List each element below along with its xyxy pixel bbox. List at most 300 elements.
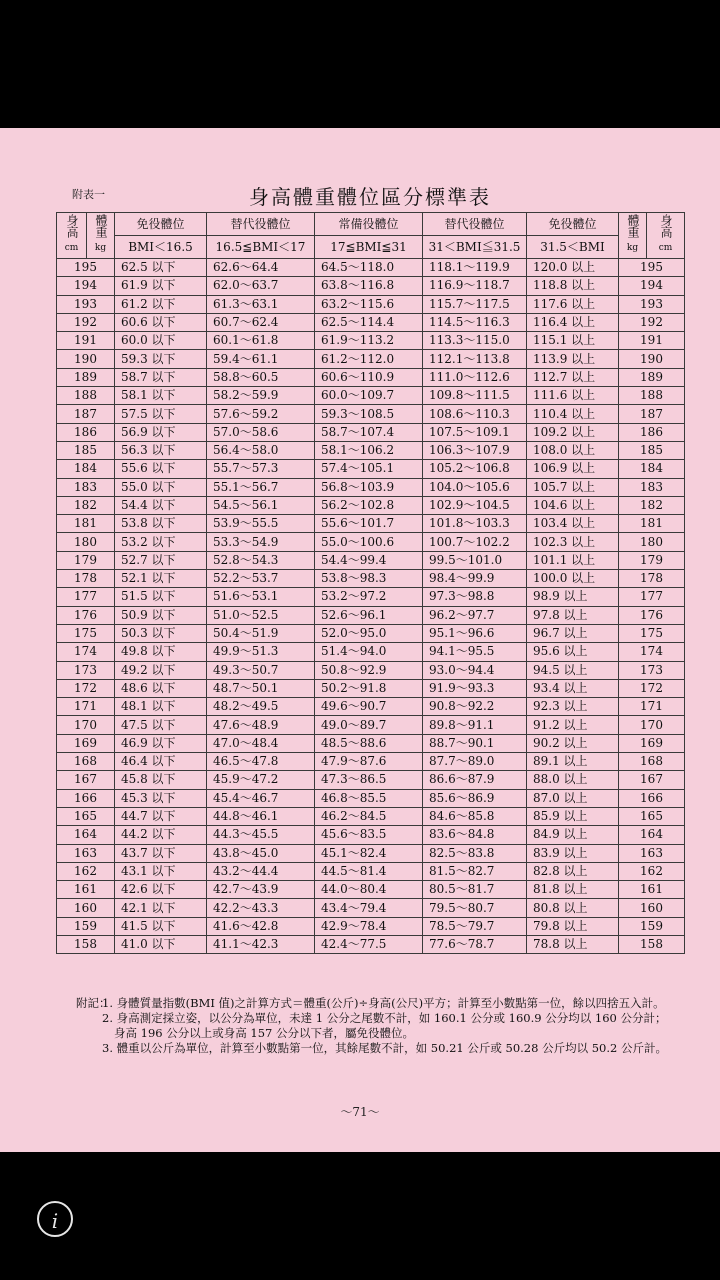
regular-cell: 61.2～112.0 bbox=[315, 350, 423, 368]
table-row bbox=[57, 881, 685, 899]
document-page bbox=[0, 128, 720, 1152]
height-cell-right: 183 bbox=[619, 478, 685, 496]
exempt-low-cell: 49.2 以下 bbox=[115, 661, 207, 679]
table-row bbox=[57, 698, 685, 716]
height-cell-right: 174 bbox=[619, 643, 685, 661]
table-row bbox=[57, 295, 685, 313]
height-cell-right: 179 bbox=[619, 551, 685, 569]
alternative-high-cell: 94.1～95.5 bbox=[423, 643, 527, 661]
alternative-low-cell: 50.4～51.9 bbox=[207, 624, 315, 642]
regular-cell: 63.8～116.8 bbox=[315, 277, 423, 295]
height-cell-right: 188 bbox=[619, 387, 685, 405]
height-cell: 182 bbox=[57, 496, 115, 514]
exempt-high-cell: 88.0 以上 bbox=[527, 771, 619, 789]
regular-cell: 44.5～81.4 bbox=[315, 862, 423, 880]
range-exempt-low: BMI＜16.5 bbox=[115, 236, 207, 259]
range-regular: 17≦BMI≦31 bbox=[315, 236, 423, 259]
exempt-high-cell: 101.1 以上 bbox=[527, 551, 619, 569]
height-cell: 195 bbox=[57, 259, 115, 277]
regular-cell: 58.7～107.4 bbox=[315, 423, 423, 441]
alternative-high-cell: 88.7～90.1 bbox=[423, 734, 527, 752]
col-exempt-high: 免役體位 bbox=[527, 213, 619, 236]
height-cell: 193 bbox=[57, 295, 115, 313]
regular-cell: 48.5～88.6 bbox=[315, 734, 423, 752]
annex-label: 附表一 bbox=[72, 188, 105, 201]
exempt-low-cell: 50.9 以下 bbox=[115, 606, 207, 624]
table-row bbox=[57, 350, 685, 368]
alternative-low-cell: 48.7～50.1 bbox=[207, 679, 315, 697]
height-cell: 192 bbox=[57, 313, 115, 331]
alternative-high-cell: 111.0～112.6 bbox=[423, 368, 527, 386]
alternative-high-cell: 83.6～84.8 bbox=[423, 826, 527, 844]
alternative-high-cell: 116.9～118.7 bbox=[423, 277, 527, 295]
regular-cell: 43.4～79.4 bbox=[315, 899, 423, 917]
exempt-low-cell: 59.3 以下 bbox=[115, 350, 207, 368]
height-cell-right: 194 bbox=[619, 277, 685, 295]
regular-cell: 58.1～106.2 bbox=[315, 441, 423, 459]
exempt-high-cell: 93.4 以上 bbox=[527, 679, 619, 697]
height-cell: 168 bbox=[57, 753, 115, 771]
height-cell: 189 bbox=[57, 368, 115, 386]
alternative-low-cell: 58.2～59.9 bbox=[207, 387, 315, 405]
regular-cell: 63.2～115.6 bbox=[315, 295, 423, 313]
alternative-low-cell: 51.6～53.1 bbox=[207, 588, 315, 606]
height-cell: 194 bbox=[57, 277, 115, 295]
exempt-low-cell: 58.7 以下 bbox=[115, 368, 207, 386]
height-cell: 158 bbox=[57, 935, 115, 953]
exempt-low-cell: 51.5 以下 bbox=[115, 588, 207, 606]
exempt-low-cell: 46.4 以下 bbox=[115, 753, 207, 771]
height-cell: 159 bbox=[57, 917, 115, 935]
exempt-low-cell: 45.8 以下 bbox=[115, 771, 207, 789]
exempt-high-cell: 113.9 以上 bbox=[527, 350, 619, 368]
range-alternative-high: 31＜BMI≦31.5 bbox=[423, 236, 527, 259]
alternative-low-cell: 55.1～56.7 bbox=[207, 478, 315, 496]
alternative-high-cell: 97.3～98.8 bbox=[423, 588, 527, 606]
page-number: ～71～ bbox=[340, 1105, 380, 1119]
alternative-low-cell: 56.4～58.0 bbox=[207, 441, 315, 459]
height-cell-right: 190 bbox=[619, 350, 685, 368]
alternative-high-cell: 98.4～99.9 bbox=[423, 570, 527, 588]
table-row bbox=[57, 332, 685, 350]
height-cell-right: 168 bbox=[619, 753, 685, 771]
table-row bbox=[57, 551, 685, 569]
alternative-low-cell: 46.5～47.8 bbox=[207, 753, 315, 771]
alternative-high-cell: 112.1～113.8 bbox=[423, 350, 527, 368]
alternative-high-cell: 78.5～79.7 bbox=[423, 917, 527, 935]
alternative-low-cell: 53.3～54.9 bbox=[207, 533, 315, 551]
exempt-high-cell: 78.8 以上 bbox=[527, 935, 619, 953]
exempt-low-cell: 52.1 以下 bbox=[115, 570, 207, 588]
regular-cell: 55.6～101.7 bbox=[315, 515, 423, 533]
height-unit: cm bbox=[64, 243, 79, 253]
exempt-high-cell: 91.2 以上 bbox=[527, 716, 619, 734]
height-cell: 174 bbox=[57, 643, 115, 661]
height-cell-right: 191 bbox=[619, 332, 685, 350]
exempt-low-cell: 43.1 以下 bbox=[115, 862, 207, 880]
height-cell-right: 195 bbox=[619, 259, 685, 277]
bmi-standard-table bbox=[56, 212, 685, 954]
weight-header-right bbox=[619, 213, 647, 259]
alternative-high-cell: 90.8～92.2 bbox=[423, 698, 527, 716]
exempt-low-cell: 61.9 以下 bbox=[115, 277, 207, 295]
exempt-low-cell: 48.1 以下 bbox=[115, 698, 207, 716]
table-body bbox=[57, 259, 685, 954]
alternative-high-cell: 109.8～111.5 bbox=[423, 387, 527, 405]
table-row bbox=[57, 899, 685, 917]
col-exempt-low: 免役體位 bbox=[115, 213, 207, 236]
exempt-high-cell: 85.9 以上 bbox=[527, 807, 619, 825]
exempt-high-cell: 90.2 以上 bbox=[527, 734, 619, 752]
height-cell-right: 164 bbox=[619, 826, 685, 844]
height-cell-right: 169 bbox=[619, 734, 685, 752]
height-cell: 183 bbox=[57, 478, 115, 496]
regular-cell: 55.0～100.6 bbox=[315, 533, 423, 551]
alternative-low-cell: 59.4～61.1 bbox=[207, 350, 315, 368]
footnotes-lead: 附記： bbox=[76, 996, 111, 1010]
footnote-3: 3. 體重以公斤為單位，計算至小數點第一位，其餘尾數不計，如 50.21 公斤或 50.28 公斤均以 50.2 公斤計。 bbox=[102, 1041, 668, 1055]
height-cell: 187 bbox=[57, 405, 115, 423]
exempt-high-cell: 80.8 以上 bbox=[527, 899, 619, 917]
height-cell: 185 bbox=[57, 441, 115, 459]
height-cell: 162 bbox=[57, 862, 115, 880]
alternative-high-cell: 115.7～117.5 bbox=[423, 295, 527, 313]
table-row bbox=[57, 478, 685, 496]
exempt-low-cell: 45.3 以下 bbox=[115, 789, 207, 807]
exempt-low-cell: 48.6 以下 bbox=[115, 679, 207, 697]
height-header bbox=[57, 213, 87, 259]
alternative-low-cell: 53.9～55.5 bbox=[207, 515, 315, 533]
weight-unit: kg bbox=[94, 243, 107, 253]
alternative-low-cell: 58.8～60.5 bbox=[207, 368, 315, 386]
alternative-high-cell: 105.2～106.8 bbox=[423, 460, 527, 478]
regular-cell: 64.5～118.0 bbox=[315, 259, 423, 277]
alternative-high-cell: 93.0～94.4 bbox=[423, 661, 527, 679]
exempt-high-cell: 104.6 以上 bbox=[527, 496, 619, 514]
alternative-low-cell: 51.0～52.5 bbox=[207, 606, 315, 624]
alternative-low-cell: 44.3～45.5 bbox=[207, 826, 315, 844]
col-regular: 常備役體位 bbox=[315, 213, 423, 236]
height-cell-right: 178 bbox=[619, 570, 685, 588]
page-title: 身高體重體位區分標準表 bbox=[249, 185, 491, 209]
alternative-low-cell: 47.6～48.9 bbox=[207, 716, 315, 734]
exempt-low-cell: 53.8 以下 bbox=[115, 515, 207, 533]
height-cell-right: 193 bbox=[619, 295, 685, 313]
table-row bbox=[57, 387, 685, 405]
alternative-high-cell: 82.5～83.8 bbox=[423, 844, 527, 862]
alternative-high-cell: 85.6～86.9 bbox=[423, 789, 527, 807]
height-cell-right: 184 bbox=[619, 460, 685, 478]
alternative-low-cell: 54.5～56.1 bbox=[207, 496, 315, 514]
exempt-high-cell: 81.8 以上 bbox=[527, 881, 619, 899]
height-cell: 188 bbox=[57, 387, 115, 405]
table-row bbox=[57, 496, 685, 514]
exempt-high-cell: 100.0 以上 bbox=[527, 570, 619, 588]
exempt-low-cell: 41.5 以下 bbox=[115, 917, 207, 935]
exempt-high-cell: 84.9 以上 bbox=[527, 826, 619, 844]
height-cell: 166 bbox=[57, 789, 115, 807]
alternative-low-cell: 60.7～62.4 bbox=[207, 313, 315, 331]
exempt-low-cell: 54.4 以下 bbox=[115, 496, 207, 514]
alternative-low-cell: 42.7～43.9 bbox=[207, 881, 315, 899]
height-cell: 164 bbox=[57, 826, 115, 844]
regular-cell: 62.5～114.4 bbox=[315, 313, 423, 331]
height-unit-right: cm bbox=[658, 243, 673, 253]
table-row bbox=[57, 515, 685, 533]
table-row bbox=[57, 533, 685, 551]
table-row bbox=[57, 771, 685, 789]
regular-cell: 60.0～109.7 bbox=[315, 387, 423, 405]
exempt-high-cell: 79.8 以上 bbox=[527, 917, 619, 935]
alternative-low-cell: 57.0～58.6 bbox=[207, 423, 315, 441]
table-row bbox=[57, 588, 685, 606]
regular-cell: 47.9～87.6 bbox=[315, 753, 423, 771]
exempt-low-cell: 53.2 以下 bbox=[115, 533, 207, 551]
alternative-low-cell: 52.2～53.7 bbox=[207, 570, 315, 588]
exempt-low-cell: 55.6 以下 bbox=[115, 460, 207, 478]
regular-cell: 42.9～78.4 bbox=[315, 917, 423, 935]
regular-cell: 57.4～105.1 bbox=[315, 460, 423, 478]
alternative-low-cell: 41.6～42.8 bbox=[207, 917, 315, 935]
regular-cell: 50.8～92.9 bbox=[315, 661, 423, 679]
exempt-low-cell: 56.3 以下 bbox=[115, 441, 207, 459]
table-row bbox=[57, 789, 685, 807]
alternative-high-cell: 113.3～115.0 bbox=[423, 332, 527, 350]
table-row bbox=[57, 624, 685, 642]
exempt-high-cell: 112.7 以上 bbox=[527, 368, 619, 386]
col-alternative-low: 替代役體位 bbox=[207, 213, 315, 236]
height-cell: 169 bbox=[57, 734, 115, 752]
height-cell: 179 bbox=[57, 551, 115, 569]
height-cell-right: 189 bbox=[619, 368, 685, 386]
table-row bbox=[57, 716, 685, 734]
exempt-low-cell: 62.5 以下 bbox=[115, 259, 207, 277]
alternative-high-cell: 77.6～78.7 bbox=[423, 935, 527, 953]
exempt-low-cell: 57.5 以下 bbox=[115, 405, 207, 423]
height-cell-right: 159 bbox=[619, 917, 685, 935]
alternative-low-cell: 48.2～49.5 bbox=[207, 698, 315, 716]
alternative-low-cell: 45.9～47.2 bbox=[207, 771, 315, 789]
footnote-1: 1. 身體質量指數(BMI 值)之計算方式＝體重(公斤)÷身高(公尺)平方；計算至小數點第一位，餘以四捨五入計。 bbox=[102, 996, 665, 1010]
exempt-high-cell: 87.0 以上 bbox=[527, 789, 619, 807]
exempt-high-cell: 109.2 以上 bbox=[527, 423, 619, 441]
exempt-low-cell: 42.1 以下 bbox=[115, 899, 207, 917]
height-cell: 165 bbox=[57, 807, 115, 825]
height-cell: 160 bbox=[57, 899, 115, 917]
exempt-high-cell: 83.9 以上 bbox=[527, 844, 619, 862]
height-cell-right: 173 bbox=[619, 661, 685, 679]
alternative-low-cell: 55.7～57.3 bbox=[207, 460, 315, 478]
height-cell: 172 bbox=[57, 679, 115, 697]
height-label-right: 身高 bbox=[659, 214, 673, 238]
regular-cell: 45.1～82.4 bbox=[315, 844, 423, 862]
height-cell: 180 bbox=[57, 533, 115, 551]
alternative-high-cell: 89.8～91.1 bbox=[423, 716, 527, 734]
height-cell: 190 bbox=[57, 350, 115, 368]
height-cell-right: 158 bbox=[619, 935, 685, 953]
alternative-high-cell: 101.8～103.3 bbox=[423, 515, 527, 533]
alternative-low-cell: 41.1～42.3 bbox=[207, 935, 315, 953]
exempt-high-cell: 111.6 以上 bbox=[527, 387, 619, 405]
header-row-categories bbox=[57, 213, 685, 236]
alternative-high-cell: 84.6～85.8 bbox=[423, 807, 527, 825]
exempt-high-cell: 120.0 以上 bbox=[527, 259, 619, 277]
table-row bbox=[57, 606, 685, 624]
alternative-high-cell: 114.5～116.3 bbox=[423, 313, 527, 331]
exempt-high-cell: 98.9 以上 bbox=[527, 588, 619, 606]
table-row bbox=[57, 917, 685, 935]
height-cell: 170 bbox=[57, 716, 115, 734]
footnote-2: 2. 身高測定採立姿，以公分為單位，未達 1 公分之尾數不計，如 160.1 公分或 160.9 公分均以 160 公分計；身高 196 公分以上或身高 157 公分以下者，屬免役體位。 bbox=[102, 1011, 667, 1040]
height-cell: 161 bbox=[57, 881, 115, 899]
exempt-high-cell: 82.8 以上 bbox=[527, 862, 619, 880]
height-cell: 176 bbox=[57, 606, 115, 624]
alternative-low-cell: 57.6～59.2 bbox=[207, 405, 315, 423]
height-cell: 181 bbox=[57, 515, 115, 533]
exempt-high-cell: 106.9 以上 bbox=[527, 460, 619, 478]
exempt-low-cell: 42.6 以下 bbox=[115, 881, 207, 899]
height-cell-right: 186 bbox=[619, 423, 685, 441]
exempt-high-cell: 118.8 以上 bbox=[527, 277, 619, 295]
height-cell-right: 165 bbox=[619, 807, 685, 825]
alternative-high-cell: 95.1～96.6 bbox=[423, 624, 527, 642]
alternative-high-cell: 81.5～82.7 bbox=[423, 862, 527, 880]
height-cell-right: 192 bbox=[619, 313, 685, 331]
regular-cell: 52.0～95.0 bbox=[315, 624, 423, 642]
table-row bbox=[57, 862, 685, 880]
height-cell: 178 bbox=[57, 570, 115, 588]
height-cell-right: 172 bbox=[619, 679, 685, 697]
regular-cell: 52.6～96.1 bbox=[315, 606, 423, 624]
alternative-low-cell: 42.2～43.3 bbox=[207, 899, 315, 917]
info-icon[interactable]: i bbox=[37, 1201, 73, 1237]
table-row bbox=[57, 405, 685, 423]
alternative-high-cell: 107.5～109.1 bbox=[423, 423, 527, 441]
height-cell-right: 175 bbox=[619, 624, 685, 642]
alternative-low-cell: 62.6～64.4 bbox=[207, 259, 315, 277]
alternative-low-cell: 44.8～46.1 bbox=[207, 807, 315, 825]
exempt-low-cell: 46.9 以下 bbox=[115, 734, 207, 752]
height-cell-right: 181 bbox=[619, 515, 685, 533]
exempt-low-cell: 50.3 以下 bbox=[115, 624, 207, 642]
table-row bbox=[57, 570, 685, 588]
alternative-low-cell: 45.4～46.7 bbox=[207, 789, 315, 807]
range-alternative-low: 16.5≦BMI＜17 bbox=[207, 236, 315, 259]
exempt-low-cell: 41.0 以下 bbox=[115, 935, 207, 953]
height-cell: 171 bbox=[57, 698, 115, 716]
alternative-high-cell: 106.3～107.9 bbox=[423, 441, 527, 459]
height-label: 身高 bbox=[65, 214, 79, 238]
height-cell-right: 170 bbox=[619, 716, 685, 734]
table-row bbox=[57, 423, 685, 441]
alternative-high-cell: 102.9～104.5 bbox=[423, 496, 527, 514]
exempt-low-cell: 44.7 以下 bbox=[115, 807, 207, 825]
exempt-low-cell: 49.8 以下 bbox=[115, 643, 207, 661]
alternative-high-cell: 96.2～97.7 bbox=[423, 606, 527, 624]
alternative-high-cell: 108.6～110.3 bbox=[423, 405, 527, 423]
height-cell-right: 167 bbox=[619, 771, 685, 789]
regular-cell: 51.4～94.0 bbox=[315, 643, 423, 661]
table-row bbox=[57, 679, 685, 697]
regular-cell: 59.3～108.5 bbox=[315, 405, 423, 423]
exempt-high-cell: 94.5 以上 bbox=[527, 661, 619, 679]
regular-cell: 49.0～89.7 bbox=[315, 716, 423, 734]
alternative-low-cell: 49.9～51.3 bbox=[207, 643, 315, 661]
height-cell: 163 bbox=[57, 844, 115, 862]
table-row bbox=[57, 313, 685, 331]
regular-cell: 46.2～84.5 bbox=[315, 807, 423, 825]
exempt-high-cell: 102.3 以上 bbox=[527, 533, 619, 551]
height-cell: 167 bbox=[57, 771, 115, 789]
exempt-low-cell: 47.5 以下 bbox=[115, 716, 207, 734]
height-cell-right: 161 bbox=[619, 881, 685, 899]
range-exempt-high: 31.5＜BMI bbox=[527, 236, 619, 259]
alternative-high-cell: 80.5～81.7 bbox=[423, 881, 527, 899]
regular-cell: 44.0～80.4 bbox=[315, 881, 423, 899]
height-cell: 184 bbox=[57, 460, 115, 478]
height-cell: 175 bbox=[57, 624, 115, 642]
regular-cell: 49.6～90.7 bbox=[315, 698, 423, 716]
height-cell: 177 bbox=[57, 588, 115, 606]
height-cell-right: 163 bbox=[619, 844, 685, 862]
alternative-high-cell: 79.5～80.7 bbox=[423, 899, 527, 917]
regular-cell: 45.6～83.5 bbox=[315, 826, 423, 844]
height-cell-right: 176 bbox=[619, 606, 685, 624]
height-cell: 186 bbox=[57, 423, 115, 441]
alternative-high-cell: 100.7～102.2 bbox=[423, 533, 527, 551]
alternative-low-cell: 49.3～50.7 bbox=[207, 661, 315, 679]
height-header-right bbox=[647, 213, 685, 259]
regular-cell: 53.2～97.2 bbox=[315, 588, 423, 606]
exempt-high-cell: 117.6 以上 bbox=[527, 295, 619, 313]
col-alternative-high: 替代役體位 bbox=[423, 213, 527, 236]
exempt-low-cell: 55.0 以下 bbox=[115, 478, 207, 496]
alternative-low-cell: 43.2～44.4 bbox=[207, 862, 315, 880]
height-cell-right: 187 bbox=[619, 405, 685, 423]
alternative-low-cell: 52.8～54.3 bbox=[207, 551, 315, 569]
regular-cell: 42.4～77.5 bbox=[315, 935, 423, 953]
height-cell-right: 182 bbox=[619, 496, 685, 514]
alternative-low-cell: 61.3～63.1 bbox=[207, 295, 315, 313]
exempt-high-cell: 103.4 以上 bbox=[527, 515, 619, 533]
alternative-low-cell: 43.8～45.0 bbox=[207, 844, 315, 862]
regular-cell: 60.6～110.9 bbox=[315, 368, 423, 386]
regular-cell: 56.2～102.8 bbox=[315, 496, 423, 514]
regular-cell: 56.8～103.9 bbox=[315, 478, 423, 496]
table-row bbox=[57, 935, 685, 953]
regular-cell: 61.9～113.2 bbox=[315, 332, 423, 350]
header-row-ranges bbox=[57, 236, 685, 259]
regular-cell: 50.2～91.8 bbox=[315, 679, 423, 697]
alternative-high-cell: 91.9～93.3 bbox=[423, 679, 527, 697]
table-row bbox=[57, 643, 685, 661]
height-cell-right: 185 bbox=[619, 441, 685, 459]
exempt-high-cell: 116.4 以上 bbox=[527, 313, 619, 331]
exempt-high-cell: 105.7 以上 bbox=[527, 478, 619, 496]
table-row bbox=[57, 661, 685, 679]
exempt-high-cell: 89.1 以上 bbox=[527, 753, 619, 771]
height-cell-right: 180 bbox=[619, 533, 685, 551]
exempt-low-cell: 61.2 以下 bbox=[115, 295, 207, 313]
alternative-high-cell: 86.6～87.9 bbox=[423, 771, 527, 789]
table-row bbox=[57, 753, 685, 771]
alternative-low-cell: 60.1～61.8 bbox=[207, 332, 315, 350]
exempt-low-cell: 44.2 以下 bbox=[115, 826, 207, 844]
alternative-high-cell: 104.0～105.6 bbox=[423, 478, 527, 496]
weight-label: 體重 bbox=[94, 214, 108, 238]
alternative-high-cell: 87.7～89.0 bbox=[423, 753, 527, 771]
exempt-high-cell: 95.6 以上 bbox=[527, 643, 619, 661]
